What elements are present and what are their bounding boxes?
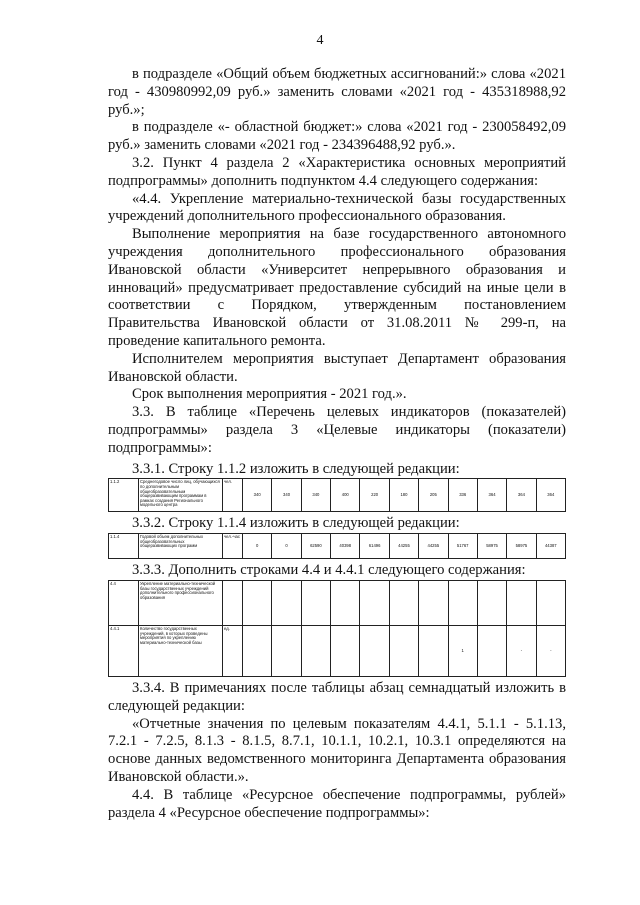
table-cell: 340 xyxy=(301,479,330,512)
paragraph: в подразделе «Общий объем бюджетных ассигнований:» слова «2021 год - 430980992,09 руб.» заменить словами «2021 год - 435318988,92 руб.»; xyxy=(108,66,566,118)
table-cell: 1.1.4 xyxy=(109,534,139,559)
table-cell xyxy=(301,625,330,676)
table-cell: Количество государственных учреждений, в которых проведены мероприятия по укреплению материально-технической базы xyxy=(139,625,223,676)
table-cell xyxy=(331,580,360,625)
table-row xyxy=(109,625,566,676)
table-cell: ед. xyxy=(223,625,243,676)
paragraph: Исполнителем мероприятия выступает Департамент образования Ивановской области. xyxy=(108,350,566,385)
table-caption: 3.3.3. Дополнить строками 4.4 и 4.4.1 следующего содержания: xyxy=(132,562,526,579)
table-cell: 336 xyxy=(448,479,477,512)
table-cell: 44255 xyxy=(419,534,448,559)
paragraph: «Отчетные значения по целевым показателям 4.4.1, 5.1.1 - 5.1.13, 7.2.1 - 7.2.5, 8.1.3 - 8.1.5, 8.7.1, 10.1.1, 10.2.1, 10.3.1 определяются на основе данных ведомственного мониторинга Департамента образования Ивановской области.». xyxy=(108,715,566,785)
table-cell xyxy=(223,580,243,625)
table-cell: 205 xyxy=(419,479,448,512)
indicator-table-3 xyxy=(108,580,566,677)
table-cell xyxy=(272,580,301,625)
paragraph: 4.4. В таблице «Ресурсное обеспечение подпрограммы, рублей» раздела 4 «Ресурсное обеспечение подпрограммы»: xyxy=(108,786,566,821)
table-cell xyxy=(477,580,506,625)
table-cell: 58975 xyxy=(477,534,506,559)
paragraph: Выполнение мероприятия на базе государственного автономного учреждения дополнительного профессионального образования Ивановской области «Университет непрерывного образования и инноваций» предусматривает предоставление субсидий на иные цели в соответствии с Порядком, утвержденным постановлением Правительства Ивановской области от 31.08.2011 № 299-п, на проведение капитального ремонта. xyxy=(108,226,566,349)
paragraph: 3.2. Пункт 4 раздела 2 «Характеристика основных мероприятий подпрограммы» дополнить подпунктом 4.4 следующего содержания: xyxy=(108,154,566,189)
table-cell: - xyxy=(536,625,565,676)
table-cell: 364 xyxy=(507,479,536,512)
table-cell xyxy=(536,580,565,625)
table-cell: 40398 xyxy=(331,534,360,559)
table-cell xyxy=(448,580,477,625)
table-cell: 364 xyxy=(536,479,565,512)
table-cell: - xyxy=(507,625,536,676)
table-cell: 340 xyxy=(243,479,272,512)
table-cell: 364 xyxy=(477,479,506,512)
table-cell: 61496 xyxy=(360,534,389,559)
paragraph: 3.3. В таблице «Перечень целевых индикаторов (показателей) подпрограммы» раздела 3 «Целевые индикаторы (показатели) подпрограммы»: xyxy=(108,404,566,456)
table-cell xyxy=(243,625,272,676)
table-cell xyxy=(389,580,418,625)
table-cell: Укрепление материально-технической базы государственных учреждений дополнительного профессионального образования xyxy=(139,580,223,625)
table-cell: 220 xyxy=(360,479,389,512)
table-cell xyxy=(360,580,389,625)
table-cell: чел. xyxy=(223,479,243,512)
table-cell xyxy=(331,625,360,676)
table-caption: 3.3.1. Строку 1.1.2 изложить в следующей редакции: xyxy=(132,460,460,477)
table-cell: 400 xyxy=(331,479,360,512)
table-row xyxy=(109,479,566,512)
table-cell: Годовой объем дополнительных общеобразовательных общеразвивающих программ xyxy=(139,534,223,559)
table-cell: 62590 xyxy=(301,534,330,559)
paragraph: «4.4. Укрепление материально-технической базы государственных учреждений дополнительного профессионального образования. xyxy=(108,190,566,225)
table-cell: чел.-час xyxy=(223,534,243,559)
indicator-table-2 xyxy=(108,533,566,559)
table-cell: 1 xyxy=(448,625,477,676)
indicator-table-1 xyxy=(108,478,566,512)
table-cell xyxy=(419,625,448,676)
table-cell xyxy=(301,580,330,625)
paragraph: 3.3.4. В примечаниях после таблицы абзац семнадцатый изложить в следующей редакции: xyxy=(108,679,566,714)
table-cell xyxy=(507,580,536,625)
table-cell: Среднегодовое число лиц, обучающихся по дополнительным общеобразовательным общеразвивающим программам в рамках создания Регионального модельного центра xyxy=(139,479,223,512)
table-cell xyxy=(360,625,389,676)
table-cell xyxy=(272,625,301,676)
table-cell: 0 xyxy=(272,534,301,559)
table-cell: 51767 xyxy=(448,534,477,559)
table-cell: 1.1.2 xyxy=(109,479,139,512)
table-cell xyxy=(243,580,272,625)
table-cell: 58975 xyxy=(507,534,536,559)
paragraph: Срок выполнения мероприятия - 2021 год.». xyxy=(132,386,407,403)
table-cell: 180 xyxy=(389,479,418,512)
document-body xyxy=(108,66,566,822)
table-row xyxy=(109,580,566,625)
table-cell xyxy=(477,625,506,676)
table-cell: 0 xyxy=(243,534,272,559)
table-cell: 340 xyxy=(272,479,301,512)
table-cell: 44255 xyxy=(389,534,418,559)
table-cell: 4.4.1 xyxy=(109,625,139,676)
table-row xyxy=(109,534,566,559)
table-caption: 3.3.2. Строку 1.1.4 изложить в следующей редакции: xyxy=(132,515,460,532)
paragraph: в подразделе «- областной бюджет:» слова «2021 год - 230058492,09 руб.» заменить словами «2021 год - 234396488,92 руб.». xyxy=(108,119,566,154)
table-cell: 4.4 xyxy=(109,580,139,625)
table-cell xyxy=(389,625,418,676)
table-cell: 44387 xyxy=(536,534,565,559)
table-cell xyxy=(419,580,448,625)
page-number: 4 xyxy=(316,33,324,48)
